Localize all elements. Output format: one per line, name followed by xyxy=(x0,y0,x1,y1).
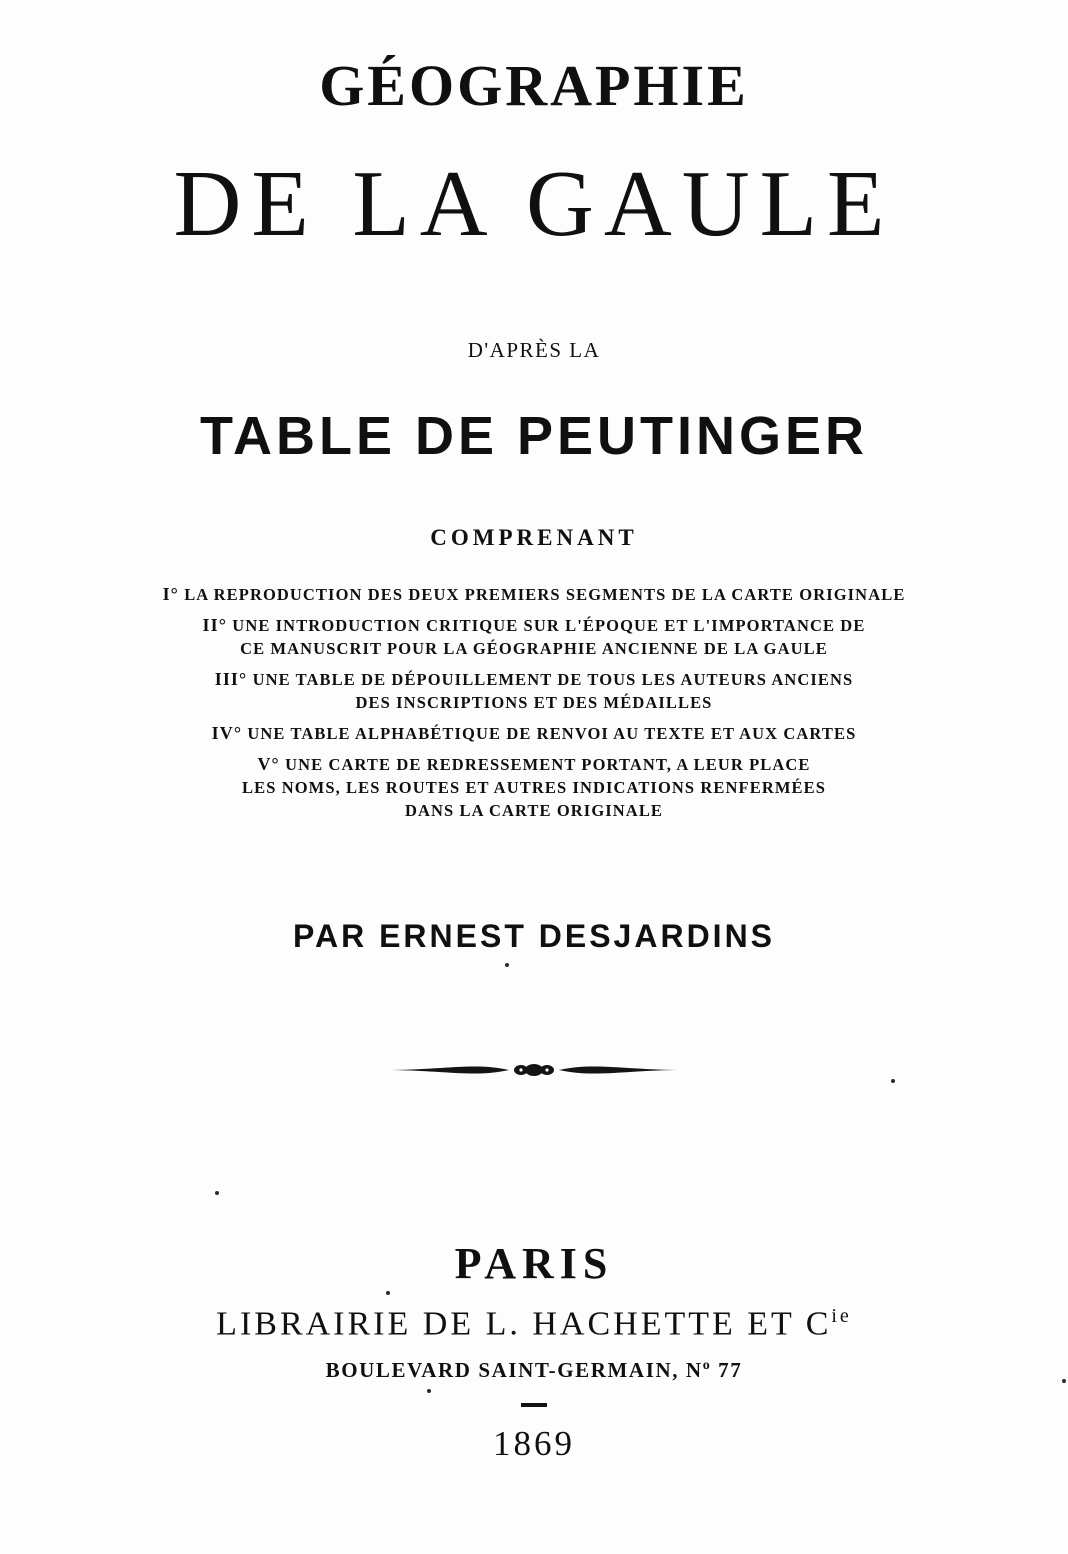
title-line-de-la-gaule: DE LA GAULE xyxy=(173,152,895,256)
print-speck xyxy=(1062,1379,1066,1383)
list-item xyxy=(0,614,1068,660)
title-line-table-de-peutinger: TABLE DE PEUTINGER xyxy=(199,406,869,466)
list-item-text: UNE TABLE ALPHABÉTIQUE DE RENVOI AU TEXTE ET AUX CARTES xyxy=(247,724,857,743)
list-item-text-2: CE MANUSCRIT POUR LA GÉOGRAPHIE ANCIENNE DE LA GAULE xyxy=(240,639,828,658)
list-item-text: UNE INTRODUCTION CRITIQUE SUR L'ÉPOQUE ET L'IMPORTANCE DE xyxy=(232,616,866,635)
list-item-numeral: I° xyxy=(162,584,179,604)
print-speck xyxy=(505,963,509,967)
author-name: PAR ERNEST DESJARDINS xyxy=(292,918,776,954)
imprint-address-superscript: o xyxy=(702,1358,712,1373)
imprint-address xyxy=(0,1358,1068,1383)
imprint-address-number: 77 xyxy=(718,1358,743,1382)
contents-heading: COMPRENANT xyxy=(430,525,638,550)
list-item xyxy=(0,753,1068,822)
print-speck xyxy=(386,1291,390,1295)
list-item-text: LA REPRODUCTION DES DEUX PREMIERS SEGMENTS DE LA CARTE ORIGINALE xyxy=(184,585,906,604)
imprint-address-text: BOULEVARD SAINT-GERMAIN, N xyxy=(325,1358,703,1382)
list-item-numeral: II° xyxy=(202,615,228,635)
list-item xyxy=(0,668,1068,714)
title-line-geographie: GÉOGRAPHIE xyxy=(319,53,749,118)
imprint-year: 1869 xyxy=(493,1424,575,1463)
list-item-text-3: DANS LA CARTE ORIGINALE xyxy=(404,801,664,820)
imprint-publisher-superscript: ie xyxy=(831,1305,852,1327)
contents-list xyxy=(0,583,1068,830)
print-speck xyxy=(891,1079,895,1083)
list-item xyxy=(0,722,1068,745)
print-speck xyxy=(427,1389,431,1393)
list-item-text: UNE CARTE DE REDRESSEMENT PORTANT, A LEUR PLACE xyxy=(285,755,811,774)
short-rule-divider xyxy=(521,1403,547,1407)
imprint-publisher xyxy=(0,1305,1068,1343)
list-item-text: UNE TABLE DE DÉPOUILLEMENT DE TOUS LES AUTEURS ANCIENS xyxy=(252,670,854,689)
list-item-numeral: IV° xyxy=(211,723,243,743)
list-item-text-2: DES INSCRIPTIONS ET DES MÉDAILLES xyxy=(355,693,713,712)
imprint-city: PARIS xyxy=(454,1239,614,1288)
subtitle-prefix: D'APRÈS LA xyxy=(467,338,601,362)
list-item-numeral: V° xyxy=(257,754,280,774)
decorative-divider-icon xyxy=(0,1050,1068,1090)
print-speck xyxy=(215,1191,219,1195)
list-item-text-2: LES NOMS, LES ROUTES ET AUTRES INDICATIONS RENFERMÉES xyxy=(242,778,826,797)
list-item-numeral: III° xyxy=(214,669,248,689)
imprint-publisher-text: LIBRAIRIE DE L. HACHETTE ET C xyxy=(216,1305,832,1343)
list-item xyxy=(0,583,1068,606)
